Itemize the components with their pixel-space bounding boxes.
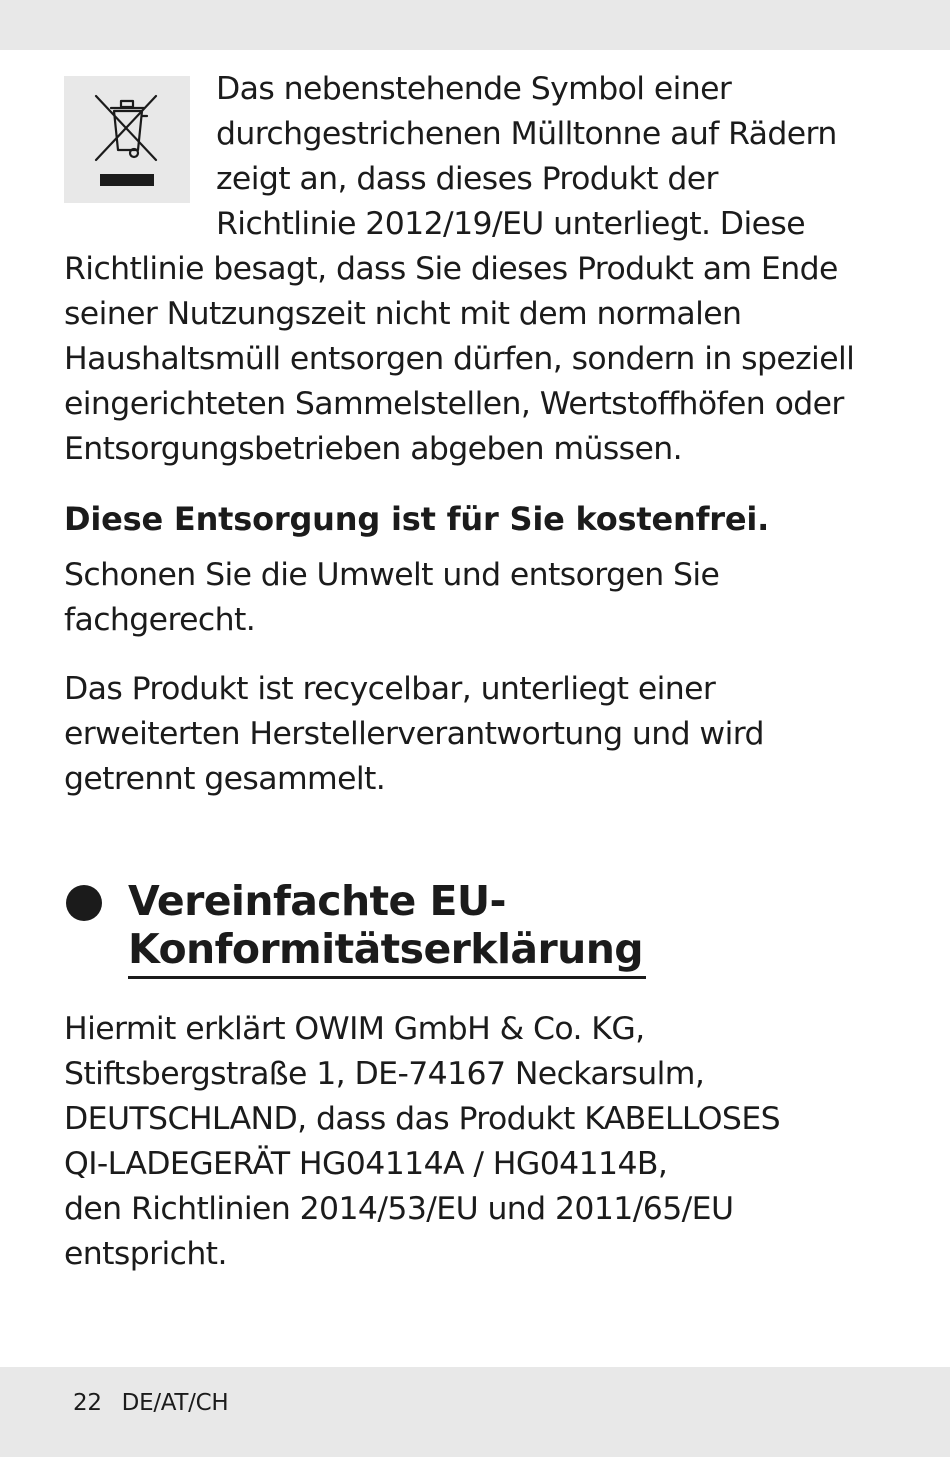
conformity-line: Hiermit erklärt OWIM GmbH & Co. KG, [64, 1011, 645, 1047]
disposal-body-line: eingerichteten Sammelstellen, Wertstoffhöfen oder [64, 386, 844, 422]
recycle-line: Das Produkt ist recycelbar, unterliegt einer [64, 671, 716, 707]
environment-line: fachgerecht. [64, 602, 256, 638]
recycle-line: erweiterten Herstellerverantwortung und wird [64, 716, 764, 752]
heading-underline [128, 976, 646, 979]
page-footer [73, 1386, 248, 1420]
region-label: DE/AT/CH [121, 1390, 229, 1416]
page-number: 22 [73, 1390, 102, 1416]
conformity-line: Stiftsbergstraße 1, DE-74167 Neckarsulm, [64, 1056, 705, 1092]
section-bullet-icon [66, 885, 102, 921]
conformity-paragraph [64, 1007, 864, 1277]
conformity-line: entspricht. [64, 1236, 227, 1272]
disposal-paragraph [64, 67, 864, 472]
disposal-intro-line: zeigt an, dass dieses Produkt der [216, 161, 718, 197]
free-disposal-notice: Diese Entsorgung ist für Sie kostenfrei. [64, 500, 770, 538]
disposal-body-line: seiner Nutzungszeit nicht mit dem normalen [64, 296, 742, 332]
disposal-intro-line: Richtlinie 2012/19/EU unterliegt. Diese [216, 206, 805, 242]
section-heading-line: Vereinfachte EU- [128, 877, 506, 925]
environment-line: Schonen Sie die Umwelt und entsorgen Sie [64, 557, 720, 593]
environment-paragraph [64, 553, 864, 643]
disposal-body-line: Haushaltsmüll entsorgen dürfen, sondern in speziell [64, 341, 855, 377]
conformity-line: QI-LADEGERÄT HG04114A / HG04114B, [64, 1146, 668, 1182]
section-heading-line: Konformitätserklärung [128, 925, 644, 973]
disposal-body-line: Richtlinie besagt, dass Sie dieses Produkt am Ende [64, 251, 838, 287]
disposal-intro-line: Das nebenstehende Symbol einer [216, 71, 732, 107]
disposal-intro-line: durchgestrichenen Mülltonne auf Rädern [216, 116, 837, 152]
recycle-line: getrennt gesammelt. [64, 761, 386, 797]
conformity-line: DEUTSCHLAND, dass das Produkt KABELLOSES [64, 1101, 781, 1137]
top-band [0, 0, 950, 50]
disposal-body-line: Entsorgungsbetrieben abgeben müssen. [64, 431, 683, 467]
recycle-paragraph [64, 667, 864, 802]
section-heading [128, 877, 643, 973]
conformity-line: den Richtlinien 2014/53/EU und 2011/65/EU [64, 1191, 734, 1227]
